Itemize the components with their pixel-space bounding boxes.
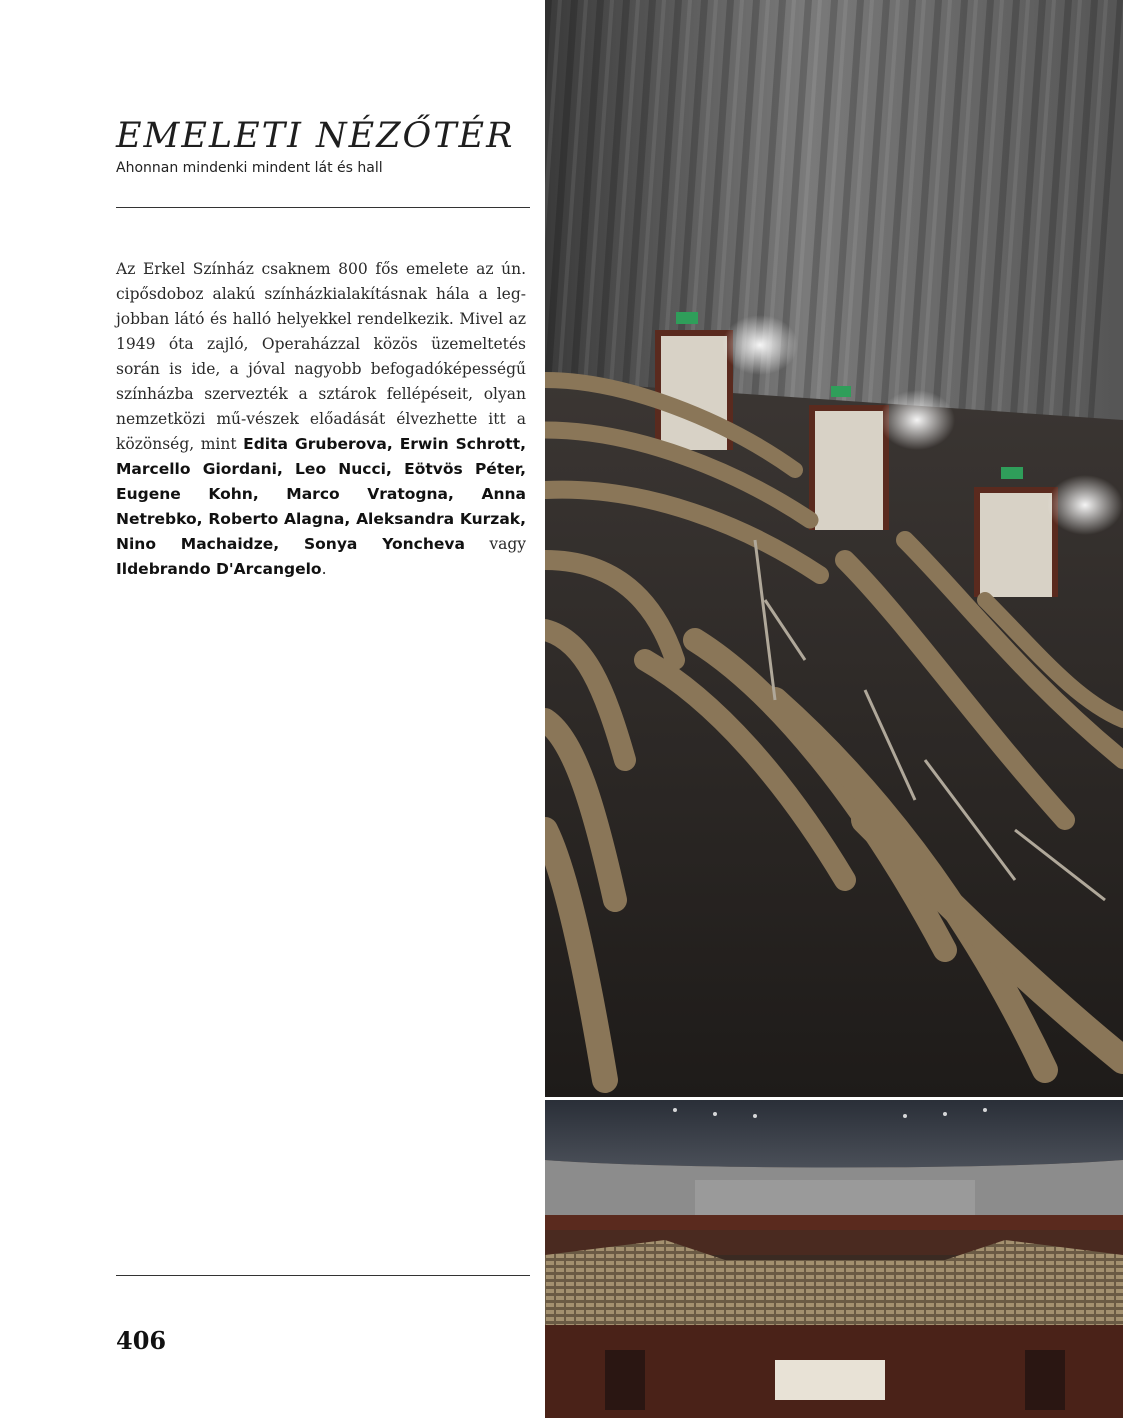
page-number: 406 — [116, 1326, 167, 1355]
door-2 — [809, 405, 889, 530]
body-connector: vagy — [464, 535, 526, 553]
top-divider — [116, 207, 530, 208]
article-column — [0, 0, 545, 1418]
article-body — [116, 257, 526, 582]
balcony-seating-photo — [545, 0, 1123, 1097]
bottom-divider — [116, 1275, 530, 1276]
artist-list: Edita Gruberova, Erwin Schrott, Marcello Giordani, Leo Nucci, Eötvös Péter, Eugene Kohn, Marco Vratogna, Anna Netrebko, Roberto Alagna, Aleksandra Kurzak, Nino Machaidze, Sonya Yoncheva — [116, 435, 527, 553]
article-title: EMELETI NÉZŐTÉR — [116, 116, 515, 156]
auditorium-panorama-photo — [545, 1100, 1123, 1418]
artist-last: Ildebrando D'Arcangelo — [116, 560, 322, 578]
article-subtitle: Ahonnan mindenki mindent lát és hall — [116, 160, 383, 176]
body-ending: . — [321, 560, 327, 578]
body-intro: Az Erkel Színház csaknem 800 fős emelete az ún. cipősdoboz alakú színházkialakításnak hála a leg-jobban látó és halló helyekkel rendelkezik. Mivel az 1949 óta zajló, Operaházzal közös üzemeltetés során is ide, a jóval nagyobb befogadóképességű színházba szervezték a sztárok fellépéseit, olyan nemzetközi mű-vészek előadását élvezhette itt a közönség, mint — [116, 260, 526, 453]
door-3 — [974, 487, 1058, 597]
